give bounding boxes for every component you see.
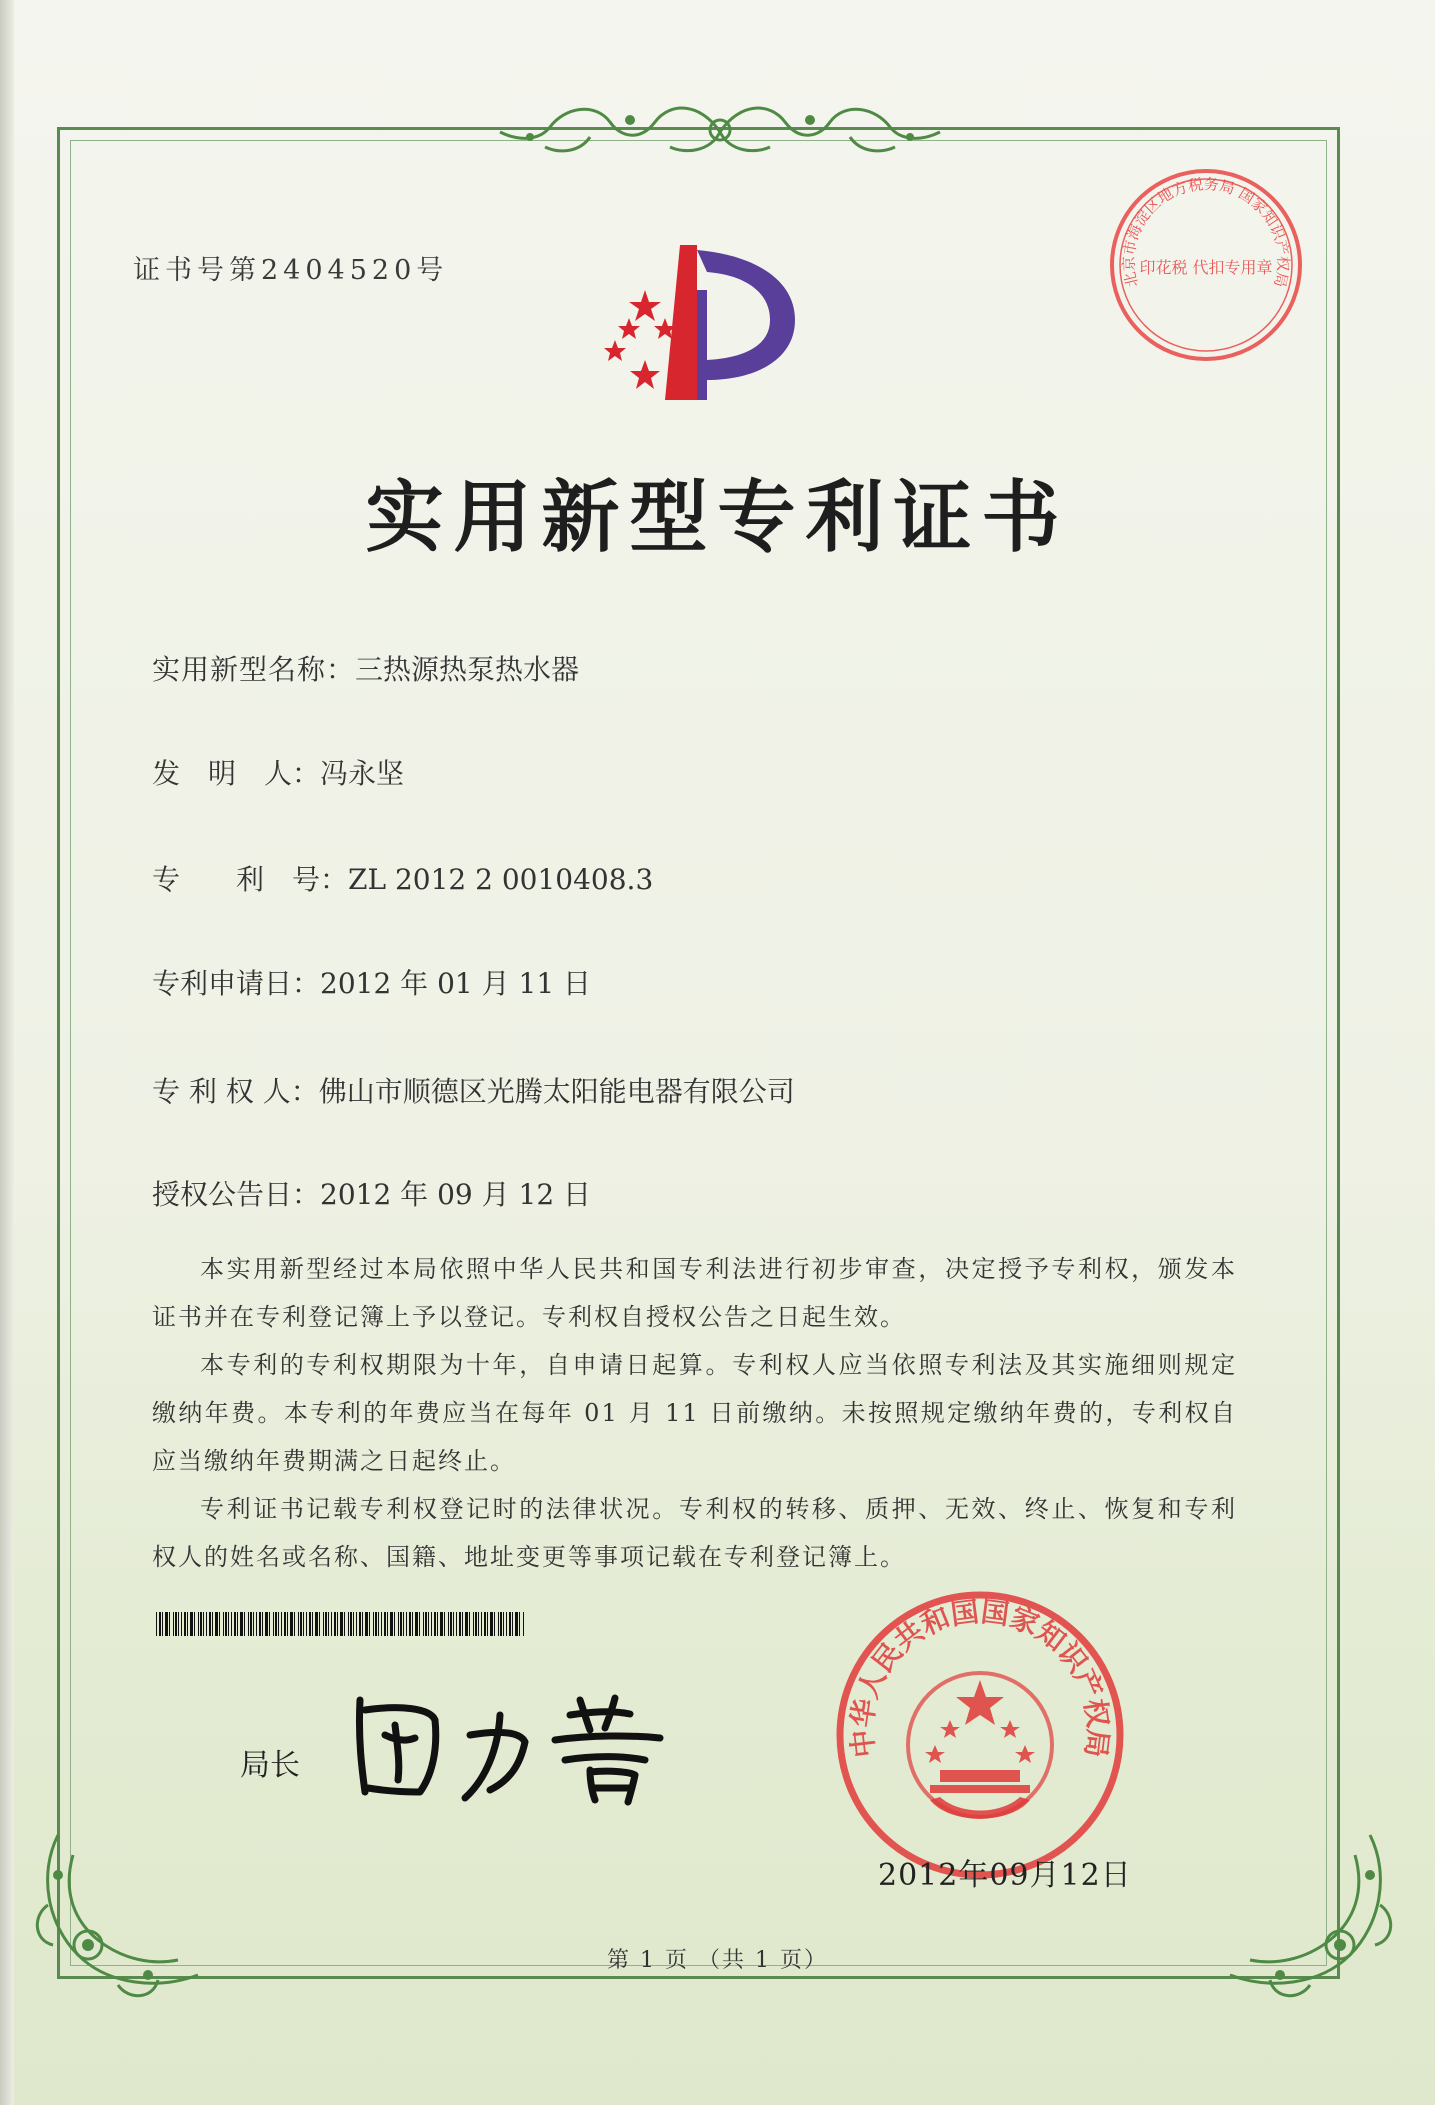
seal-ring-text: 中华人民共和国国家知识产权局: [845, 1595, 1115, 1760]
field-value: 2012 年 09 月 12 日: [320, 1178, 592, 1211]
field-label: 实用新型名称：: [152, 653, 356, 686]
certificate-frame-inner: [70, 140, 1327, 1966]
seal-date: 2012年09月12日: [878, 1858, 1132, 1893]
field-value: 佛山市顺德区光腾太阳能电器有限公司: [318, 1075, 795, 1108]
field-label: 发 明 人：: [152, 757, 321, 790]
field-grant-date: [152, 1173, 591, 1213]
field-label: 专利申请日：: [152, 967, 321, 1000]
seal-top-ring-text: 北京市海淀区地方税务局 国家知识产权局: [1119, 175, 1293, 290]
top-ornament-icon: [470, 92, 970, 172]
seal-top-center-text: 印花税 代扣专用章: [1139, 258, 1273, 277]
field-inventor: [152, 752, 404, 792]
field-utility-model-name: [152, 648, 579, 688]
director-label: 局长: [240, 1748, 300, 1783]
body-paragraph-3: 专利证书记载专利权登记时的法律状况。专利权的转移、质押、无效、终止、恢复和专利权人的姓名或名称、国籍、地址变更等事项记载在专利登记簿上。: [152, 1495, 1237, 1571]
page-edge: [0, 0, 14, 2105]
body-paragraph-2: 本专利的专利权期限为十年，自申请日起算。专利权人应当依照专利法及其实施细则规定缴纳年费。本专利的年费应当在每年 01 月 11 日前缴纳。未按照规定缴纳年费的，专利权自应当缴纳年费期满之日起终止。: [152, 1351, 1237, 1475]
tax-stamp-seal-icon: [1106, 165, 1306, 365]
field-patent-number: [152, 858, 653, 898]
field-label: 专 利 号：: [152, 863, 349, 896]
page-title: 实用新型专利证书: [365, 473, 1070, 563]
corner-ornament-bottom-left-icon: [28, 1815, 218, 2005]
certificate-number: 证书号第2404520号: [133, 255, 449, 286]
sipo-logo-icon: [585, 230, 815, 410]
certificate-body: [152, 1245, 1237, 1581]
field-value: ZL 2012 2 0010408.3: [348, 863, 654, 896]
field-value: 2012 年 01 月 11 日: [320, 967, 592, 1000]
field-value: 三热源热泵热水器: [355, 653, 580, 686]
official-seal-icon: [830, 1585, 1130, 1885]
corner-ornament-bottom-right-icon: [1210, 1815, 1400, 2005]
field-value: 冯永坚: [320, 757, 405, 790]
svg-text:中华人民共和国国家知识产权局: [845, 1595, 1114, 1759]
barcode-icon: [156, 1612, 526, 1636]
field-application-date: [152, 962, 591, 1002]
field-label: 专 利 权 人：: [152, 1075, 319, 1108]
field-label: 授权公告日：: [152, 1178, 321, 1211]
director-signature-icon: [340, 1680, 680, 1810]
page-number: 第 1 页 （共 1 页）: [607, 1948, 828, 1973]
field-patentee: [152, 1070, 795, 1110]
body-paragraph-1: 本实用新型经过本局依照中华人民共和国专利法进行初步审查，决定授予专利权，颁发本证书并在专利登记簿上予以登记。专利权自授权公告之日起生效。: [152, 1255, 1237, 1331]
